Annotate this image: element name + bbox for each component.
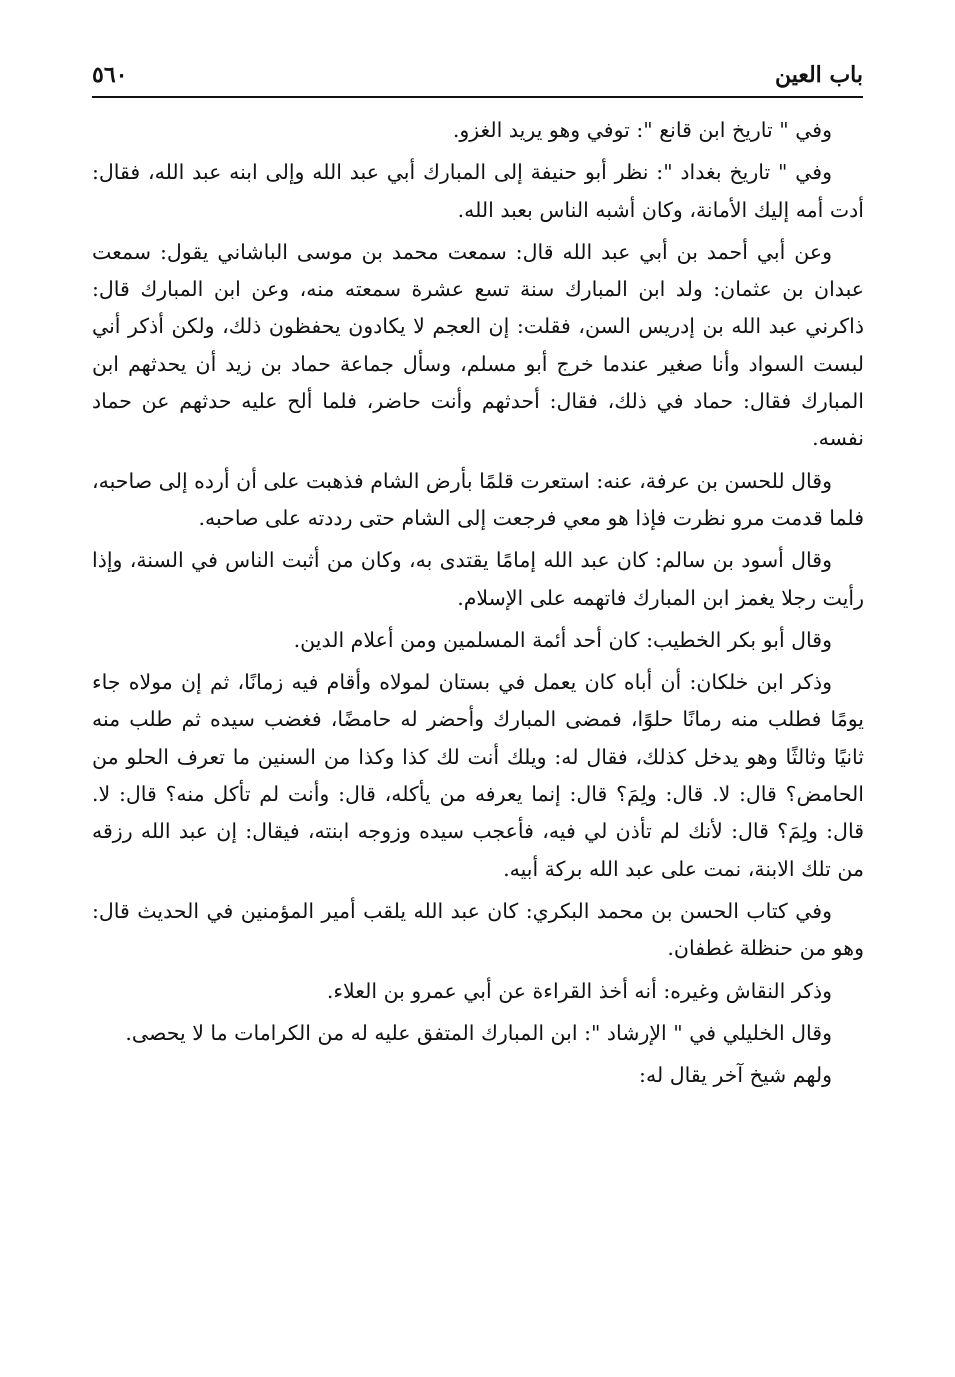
chapter-title: باب العين [774,62,863,88]
paragraph: وفي كتاب الحسن بن محمد البكري: كان عبد الله يلقب أمير المؤمنين في الحديث قال: وهو من حنظلة غطفان. [92,898,864,961]
page-body [92,112,864,1099]
paragraph: وفي " تاريخ ابن قانع ": توفي وهو يريد الغزو. [452,118,832,142]
paragraph: وقال الخليلي في " الإرشاد ": ابن المبارك المتفق عليه له من الكرامات ما لا يحصى. [125,1020,832,1045]
paragraph: ولهم شيخ آخر يقال له: [639,1063,832,1088]
page-number: ٥٦٠ [92,62,128,88]
paragraph: وعن أبي أحمد بن أبي عبد الله قال: سمعت محمد بن موسى الباشاني يقول: سمعت عبدان بن عثمان: ولد ابن المبارك سنة تسع عشرة سمعته منه، وعن ابن المبارك قال: ذاكرني عبد الله بن إدريس السن، فقلت: إن العجم لا يكادون يحفظون ذلك، ولكن أذكر أني لبست السواد وأنا صغير عندما خرج أبو مسلم، وسأل جماعة حماد بن زيد أن يحدثهم ابن المبارك فقال: حماد في ذلك، فقال: أحدثهم وأنت حاضر، فلما ألح عليه حدثهم عن حماد نفسه. [92,239,864,451]
paragraph: وذكر ابن خلكان: أن أباه كان يعمل في بستان لمولاه وأقام فيه زمانًا، ثم إن مولاه جاء يومًا فطلب منه رمانًا حلوًا، فمضى المبارك وأحضر له حامضًا، فغضب سيده ثم طلب منه ثانيًا وثالثًا وهو يدخل كذلك، فقال له: ويلك أنت لك كذا وكذا من السنين ما تعرف الحلو من الحامض؟ قال: لا. قال: ولِمَ؟ قال: إنما يعرفه من يأكله، قال: وأنت لم تأكل منه؟ قال: لا. قال: ولِمَ؟ قال: لأنك لم تأذن لي فيه، فأعجب سيده وزوجه ابنته، فيقال: إن عبد الله رزقه من تلك الابنة، نمت على عبد الله بركة أبيه. [92,670,864,881]
paragraph: وفي " تاريخ بغداد ": نظر أبو حنيفة إلى المبارك أبي عبد الله وإلى ابنه عبد الله، فقال: أدت أمه إليك الأمانة، وكان أشبه الناس بعبد الله. [92,160,864,222]
paragraph: وذكر النقاش وغيره: أنه أخذ القراءة عن أبي عمرو بن العلاء. [326,978,832,1003]
page-header [92,58,863,98]
paragraph: وقال للحسن بن عرفة، عنه: استعرت قلمًا بأرض الشام فذهبت على أن أرده إلى صاحبه، فلما قدمت مرو نظرت فإذا هو معي فرجعت إلى الشام حتى رددته على صاحبه. [91,468,864,530]
paragraph: وقال أبو بكر الخطيب: كان أحد أئمة المسلمين ومن أعلام الدين. [293,627,832,652]
paragraph: وقال أسود بن سالم: كان عبد الله إمامًا يقتدى به، وكان من أثبت الناس في السنة، وإذا رأيت رجلا يغمز ابن المبارك فاتهمه على الإسلام. [92,548,864,610]
